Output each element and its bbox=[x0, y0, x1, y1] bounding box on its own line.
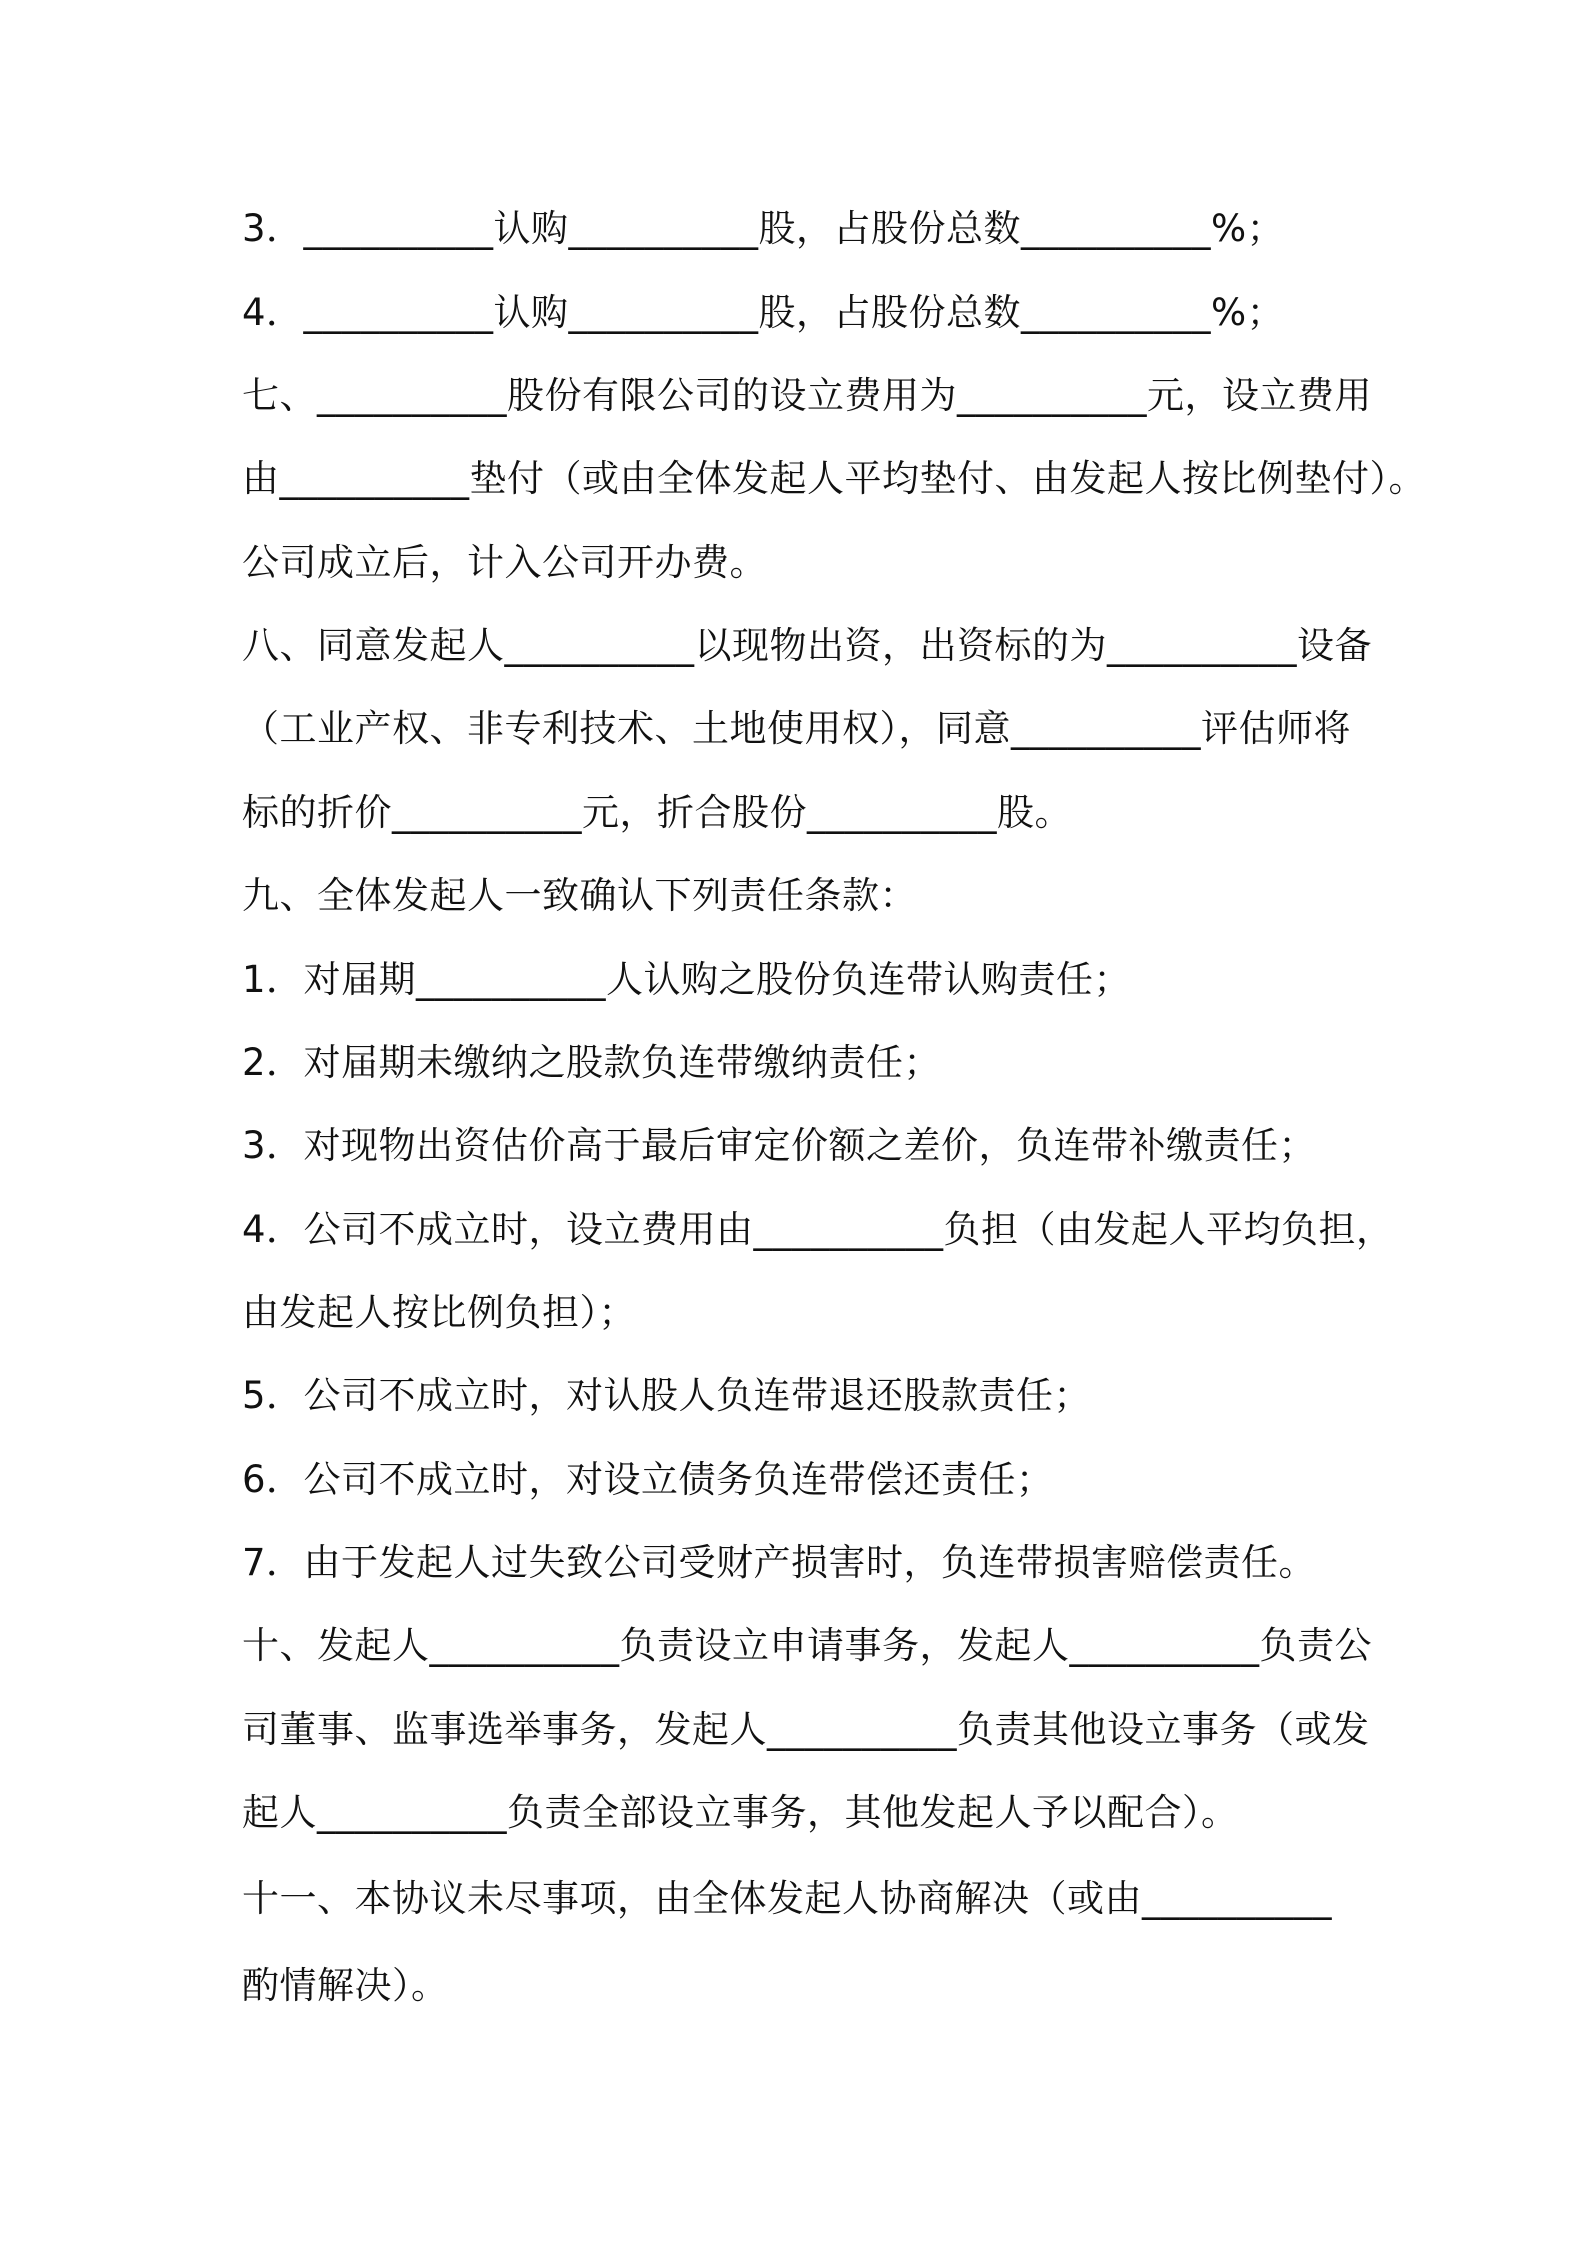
text-line: 七、__________股份有限公司的设立费用为__________元，设立费用 bbox=[242, 374, 1372, 417]
text-line: 由发起人按比例负担）； bbox=[242, 1291, 636, 1334]
text-line: 十、发起人__________负责设立申请事务，发起人__________负责公 bbox=[242, 1624, 1372, 1667]
text-line: 4．公司不成立时，设立费用由__________负担（由发起人平均负担， bbox=[242, 1208, 1394, 1251]
text-line: 十一、本协议未尽事项，由全体发起人协商解决（或由__________ bbox=[242, 1877, 1332, 1920]
text-line: 起人__________负责全部设立事务，其他发起人予以配合）。 bbox=[242, 1791, 1239, 1834]
text-line: 酌情解决）。 bbox=[242, 1964, 449, 2007]
text-line: 标的折价__________元，折合股份__________股。 bbox=[242, 791, 1072, 834]
text-line: 九、全体发起人一致确认下列责任条款： bbox=[242, 874, 917, 917]
text-line: 八、同意发起人__________以现物出资，出资标的为__________设备 bbox=[242, 624, 1372, 667]
text-line: （工业产权、非专利技术、土地使用权），同意__________评估师将 bbox=[242, 707, 1351, 750]
text-line: 6．公司不成立时，对设立债务负连带偿还责任； bbox=[242, 1458, 1054, 1501]
text-line: 3．__________认购__________股，占股份总数__________%； bbox=[242, 207, 1285, 250]
text-line: 4．__________认购__________股，占股份总数__________%； bbox=[242, 291, 1285, 334]
text-line: 2．对届期未缴纳之股款负连带缴纳责任； bbox=[242, 1041, 942, 1084]
text-line: 5．公司不成立时，对认股人负连带退还股款责任； bbox=[242, 1374, 1092, 1417]
text-line: 由__________垫付（或由全体发起人平均垫付、由发起人按比例垫付）。 bbox=[242, 457, 1426, 500]
text-line: 7．由于发起人过失致公司受财产损害时，负连带损害赔偿责任。 bbox=[242, 1541, 1317, 1584]
text-line: 3．对现物出资估价高于最后审定价额之差价，负连带补缴责任； bbox=[242, 1124, 1317, 1167]
text-line: 公司成立后，计入公司开办费。 bbox=[242, 541, 767, 584]
text-line: 司董事、监事选举事务，发起人__________负责其他设立事务（或发 bbox=[242, 1708, 1370, 1751]
text-line: 1．对届期__________人认购之股份负连带认购责任； bbox=[242, 958, 1132, 1001]
